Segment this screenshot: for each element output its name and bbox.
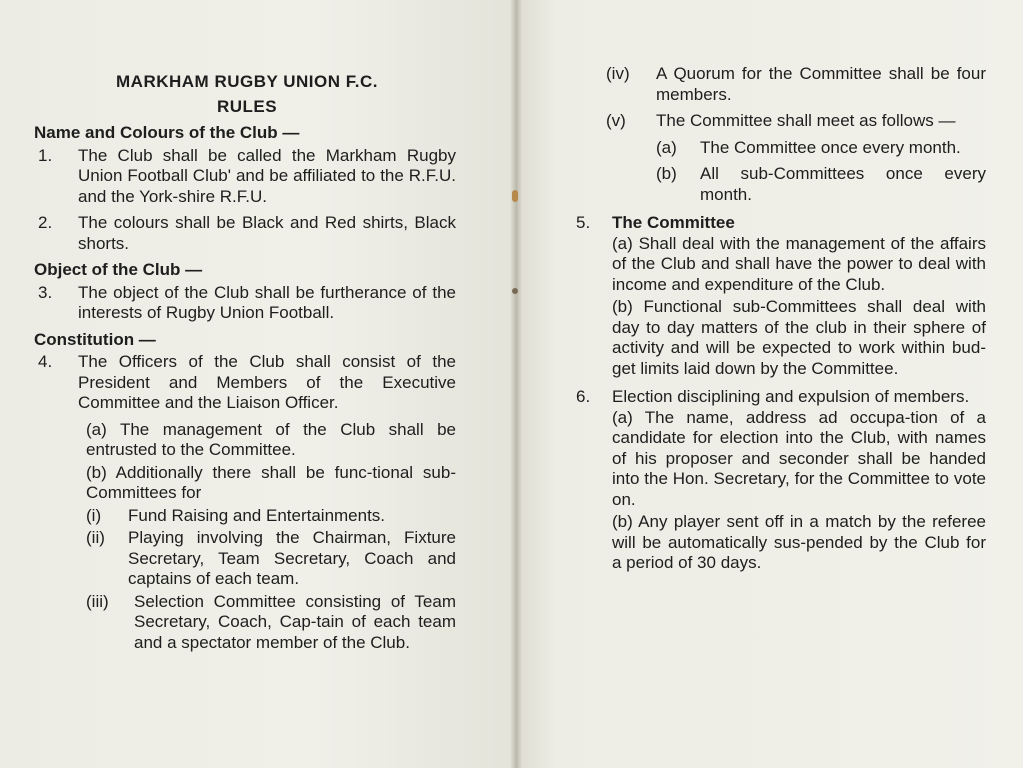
rule-text: Election disciplining and expulsion of members.: [612, 387, 970, 406]
clause-label: (a): [656, 137, 677, 157]
rule-text: The colours shall be Black and Red shirts, Black shorts.: [78, 213, 456, 253]
clause-text: A Quorum for the Committee shall be four members.: [656, 64, 986, 104]
rule-4: [38, 352, 456, 414]
rule-4-subclauses: [38, 420, 456, 654]
rule-5a: (a) Shall deal with the management of the affairs of the Club and shall have the power to deal with income and expenditure of the Club.: [612, 233, 986, 294]
right-page: [516, 0, 1023, 768]
rule-5: [576, 213, 986, 234]
rule-4b: (b) Additionally there shall be func-tional sub-Committees for: [86, 462, 456, 502]
clause-label: (ii): [86, 528, 105, 547]
rule-4a: (a) The management of the Club shall be entrusted to the Committee.: [86, 419, 456, 459]
section-heading-name-colours: Name and Colours of the Club —: [34, 123, 300, 142]
rule-6: [576, 387, 986, 408]
rule-2: [38, 213, 456, 254]
clause-label: (iv): [606, 64, 630, 83]
rule-text: The Committee: [612, 213, 735, 232]
rule-6b: (b) Any player sent off in a match by the referee will be automatically sus-pended by the Club for a period of 30 days.: [612, 512, 986, 572]
clause-text: The Committee once every month.: [700, 137, 961, 157]
left-page-text: [34, 72, 456, 655]
clause-label: (i): [86, 505, 102, 525]
page-fold: [510, 0, 522, 768]
rule-5b: (b) Functional sub-Committees shall deal with day to day matters of the club in their sphere of activity and will be expected to work within bud-get limits laid down by the Committee.: [612, 297, 986, 378]
rule-6a: (a) The name, address ad occupa-tion of a candidate for election into the Club, with names of his proposer and seconder shall be handed into the Hon. Secretary, for the Committee to vote on.: [612, 407, 986, 509]
rule-4-iii: [86, 592, 456, 654]
rule-4-ii: [86, 528, 456, 590]
clause-text: Fund Raising and Entertainments.: [128, 505, 386, 525]
rule-text: The Club shall be called the Markham Rugby Union Football Club' and be affiliated to the R.F.U. and the York-shire R.F.U.: [78, 145, 456, 206]
rule-4-v-a: [576, 138, 986, 159]
rule-number: 4.: [38, 352, 53, 371]
rule-5-subclauses: [576, 234, 986, 380]
rule-number: 2.: [38, 213, 53, 232]
clause-text: The Committee shall meet as follows —: [656, 111, 956, 130]
rule-number: 5.: [576, 213, 591, 232]
section-heading-object: Object of the Club —: [34, 260, 203, 279]
rule-number: 1.: [38, 145, 53, 165]
rule-3: [38, 283, 456, 324]
clause-text: Playing involving the Chairman, Fixture Secretary, Team Secretary, Coach and captains of each team.: [128, 528, 456, 588]
clause-label: (v): [606, 111, 626, 130]
rule-number: 6.: [576, 387, 591, 406]
rule-text: The object of the Club shall be furtherance of the interests of Rugby Union Football.: [78, 282, 456, 322]
staple-mark: [512, 288, 518, 294]
section-heading-constitution: Constitution —: [34, 329, 156, 349]
clause-label: (iii): [86, 591, 109, 611]
rule-6-subclauses: [576, 408, 986, 574]
rule-number: 3.: [38, 282, 53, 302]
clause-text: All sub-Committees once every month.: [700, 164, 986, 204]
club-title: MARKHAM RUGBY UNION F.C.: [116, 72, 378, 91]
rule-4-iv: [576, 64, 986, 105]
clause-text: Selection Committee consisting of Team Secretary, Coach, Cap-tain of each team and a spectator member of the Club.: [134, 591, 456, 652]
rules-title: RULES: [216, 96, 278, 116]
rule-4-i: [86, 506, 456, 527]
staple-mark: [512, 190, 518, 202]
rule-4-v-b: [576, 164, 986, 205]
clause-label: (b): [656, 164, 677, 183]
rule-4-v: [576, 111, 986, 132]
right-page-text: [576, 64, 986, 576]
rule-1: [38, 146, 456, 208]
rule-text: The Officers of the Club shall consist of the President and Members of the Executive Committee and the Liaison Officer.: [78, 352, 456, 412]
